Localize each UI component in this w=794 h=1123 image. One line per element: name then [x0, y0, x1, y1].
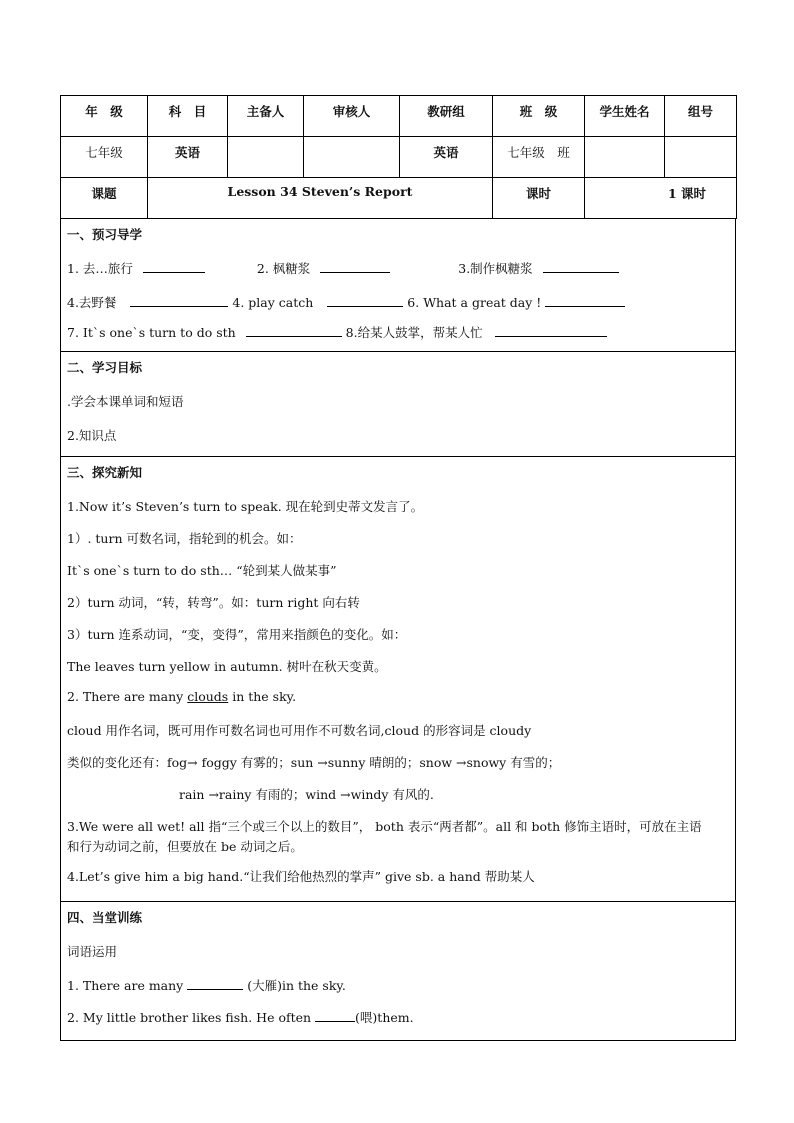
section-preview	[60, 219, 736, 352]
goal-line-2: 2.知识点	[67, 428, 117, 443]
explore-line: 1）. turn 可数名词，指轮到的机会。如：	[67, 531, 302, 546]
preview-line-2	[67, 293, 625, 311]
cell-preparer-label: 主备人	[228, 96, 304, 137]
item-label: 8.给某人鼓掌，帮某人忙	[345, 325, 483, 340]
answer-blank[interactable]	[130, 294, 228, 307]
practice-subtitle: 词语运用	[67, 944, 118, 959]
answer-blank[interactable]	[246, 324, 342, 337]
item-label: 2. 枫糖浆	[256, 261, 311, 276]
cell-group-label: 教研组	[400, 96, 493, 137]
cell-student-name-label: 学生姓名	[585, 96, 665, 137]
cell-group-value: 英语	[400, 137, 493, 178]
section-goals	[60, 352, 736, 457]
item-label: 3.制作枫糖浆	[458, 261, 533, 276]
answer-blank[interactable]	[327, 294, 403, 307]
item-label: 6. What a great day !	[407, 295, 542, 310]
question-text: 2. My little brother likes fish. He often	[67, 1010, 316, 1025]
answer-blank[interactable]	[143, 260, 205, 273]
question-text: (大雁)in the sky.	[243, 978, 346, 993]
answer-blank[interactable]	[315, 1009, 355, 1022]
header-table	[60, 95, 737, 219]
answer-blank[interactable]	[495, 324, 607, 337]
cell-reviewer-label: 审核人	[304, 96, 400, 137]
cell-subject-label: 科 目	[148, 96, 228, 137]
cell-team-no-value	[665, 137, 737, 178]
preview-line-3	[67, 323, 607, 341]
section-title: 四、当堂训练	[67, 910, 143, 925]
explore-line: 类似的变化还有：fog→ foggy 有雾的；sun →sunny 晴朗的；snow →snowy 有雪的；	[67, 755, 561, 770]
answer-blank[interactable]	[543, 260, 619, 273]
section-practice	[60, 902, 736, 1041]
explore-line: It`s one`s turn to do sth… “轮到某人做某事”	[67, 563, 337, 578]
cell-preparer-value	[228, 137, 304, 178]
explore-line: 3.We were all wet! all 指“三个或三个以上的数目”， both 表示“两者都”。all 和 both 修饰主语时，可放在主语	[67, 819, 702, 834]
header-row-2	[61, 137, 737, 178]
cell-period-value: 1 课时	[585, 178, 737, 219]
cell-period-label: 课时	[493, 178, 585, 219]
preview-line-1	[67, 259, 619, 277]
explore-line: 3）turn 连系动词，“变，变得”，常用来指颜色的变化。如：	[67, 627, 407, 642]
answer-blank[interactable]	[320, 260, 390, 273]
cell-subject-value: 英语	[148, 137, 228, 178]
cell-class-value: 七年级 班	[493, 137, 585, 178]
item-label: 7. It`s one`s turn to do sth	[67, 325, 236, 340]
answer-blank[interactable]	[545, 294, 625, 307]
goal-line-1: .学会本课单词和短语	[67, 394, 184, 409]
cell-team-no-label: 组号	[665, 96, 737, 137]
explore-line: 4.Let’s give him a big hand.“让我们给他热烈的掌声” give sb. a hand 帮助某人	[67, 869, 535, 884]
text: 2. There are many	[67, 689, 188, 704]
cell-reviewer-value	[304, 137, 400, 178]
item-label: 4.去野餐	[67, 295, 117, 310]
header-row-1	[61, 96, 737, 137]
cell-student-name-value	[585, 137, 665, 178]
explore-line	[67, 689, 296, 704]
explore-line: 和行为动词之前，但要放在 be 动词之后。	[67, 839, 303, 854]
question-text: 1. There are many	[67, 978, 188, 993]
underlined-word: clouds	[187, 689, 229, 704]
section-title: 二、学习目标	[67, 360, 143, 375]
practice-question-1	[67, 976, 346, 994]
explore-line: The leaves turn yellow in autumn. 树叶在秋天变黄。	[67, 659, 387, 674]
explore-line: 2）turn 动词，“转，转弯”。如：turn right 向右转	[67, 595, 360, 610]
section-explore	[60, 457, 736, 902]
text: in the sky.	[228, 689, 297, 704]
practice-question-2	[67, 1008, 414, 1026]
question-text: (喂)them.	[355, 1010, 414, 1025]
cell-topic-title: Lesson 34 Steven’s Report	[148, 178, 493, 219]
cell-topic-label: 课题	[61, 178, 148, 219]
answer-blank[interactable]	[187, 977, 243, 990]
section-title: 一、预习导学	[67, 227, 143, 242]
cell-class-label: 班 级	[493, 96, 585, 137]
cell-grade-label: 年 级	[61, 96, 148, 137]
worksheet	[60, 95, 736, 1041]
header-row-3	[61, 178, 737, 219]
section-title: 三、探究新知	[67, 465, 143, 480]
cell-grade-value: 七年级	[61, 137, 148, 178]
item-label: 4. play catch	[232, 295, 314, 310]
explore-line: 1.Now it’s Steven’s turn to speak. 现在轮到史蒂文发言了。	[67, 499, 424, 514]
item-label: 1. 去…旅行	[67, 261, 133, 276]
explore-line: cloud 用作名词，既可用作可数名词也可用作不可数名词,cloud 的形容词是 cloudy	[67, 723, 532, 738]
explore-line: rain →rainy 有雨的；wind →windy 有风的.	[179, 787, 434, 802]
